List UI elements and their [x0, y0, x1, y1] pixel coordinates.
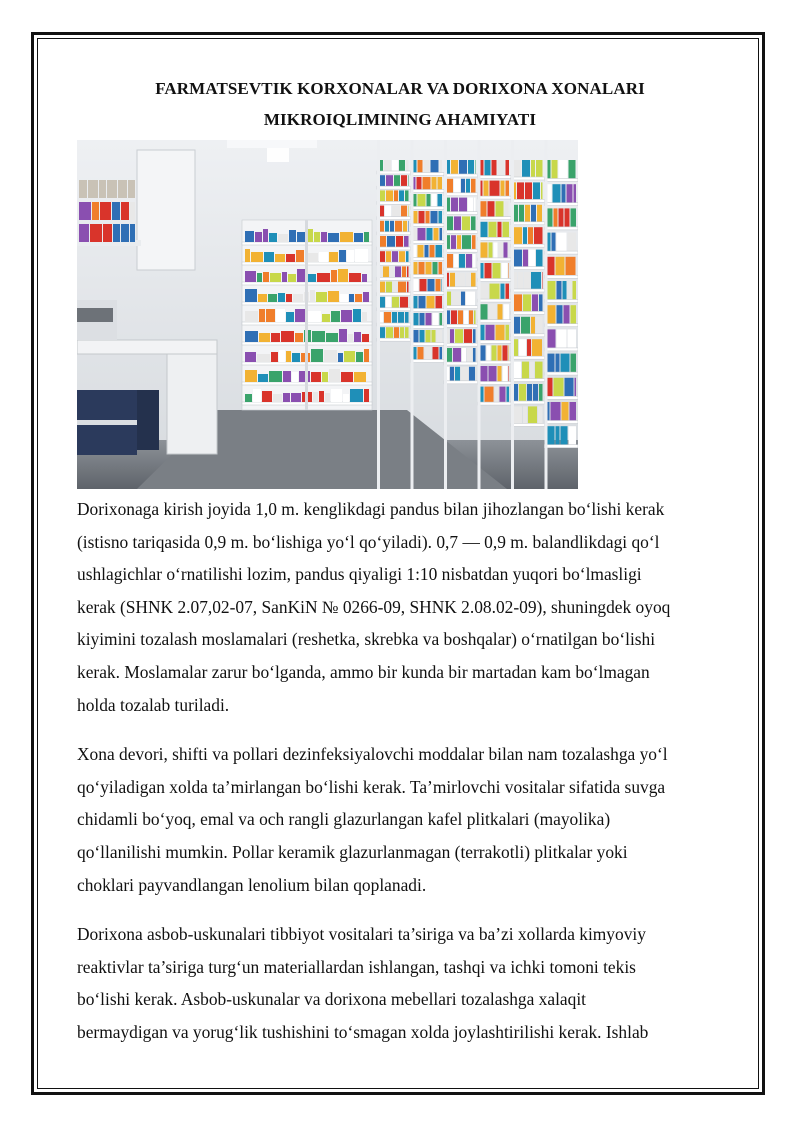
paragraph-ramp-requirements: Dorixonaga kirish joyida 1,0 m. kenglikdagi pandus bilan jihozlangan bo‘lishi kerak (istisno tariqasida 0,9 m. bo‘lishiga yo‘l qo‘yiladi). 0,7 — 0,9 m. balandlikdagi qo‘l ushlagichlar o‘rnatilishi lozim, pandus qiyaligi 1:10 nisbatdan yuqori bo‘lmasligi kerak (SHNK 2.07,02-07, SanKiN № 0266-09, SHNK 2.08.02-09), shuningdek oyoq kiyimini tozalash moslamalari (reshetka, skrebka va boshqalar) o‘rnatilgan bo‘lishi kerak. Moslamalar zarur bo‘lganda, ammo bir kunda bir martadan kam bo‘lmagan holda tozalab turiladi.: [77, 499, 671, 715]
pharmacy-shelves-photo: [77, 140, 578, 489]
body-text: [77, 493, 727, 1066]
paragraph-equipment: Dorixona asbob-uskunalari tibbiyot vositalari ta’siriga va ba’zi xollarda kimyoviy reaktivlar ta’siriga turg‘un materiallardan ishlangan, tashqi va ichki tomoni tekis bo‘lishi kerak. Asbob-uskunalar va dorixona mebellari tozalashga xalaqit bermaydigan va yorug‘lik tushishini to‘smagan xolda joylashtirilishi kerak. Ishlab: [77, 924, 649, 1042]
title-line-1: FARMATSEVTIK KORXONALAR VA DORIXONA XONALARI: [155, 79, 645, 98]
document-title: [77, 73, 723, 135]
paragraph-wall-finishing: Xona devori, shifti va pollari dezinfeksiyalovchi moddalar bilan nam tozalashga yo‘l qo‘yiladigan xolda ta’mirlangan bo‘lishi kerak. Ta’mirlovchi vositalar sifatida suvga chidamli bo‘yoq, emal va och rangli glazurlangan kafel plitkalari (mayolika) qo‘llanilishi mumkin. Pollar keramik glazurlanmagan (terrakotli) plitkalar yoki choklari payvandlangan lenolium bilan qoplanadi.: [77, 744, 668, 895]
title-line-2: MIKROIQLIMINING AHAMIYATI: [263, 110, 537, 129]
